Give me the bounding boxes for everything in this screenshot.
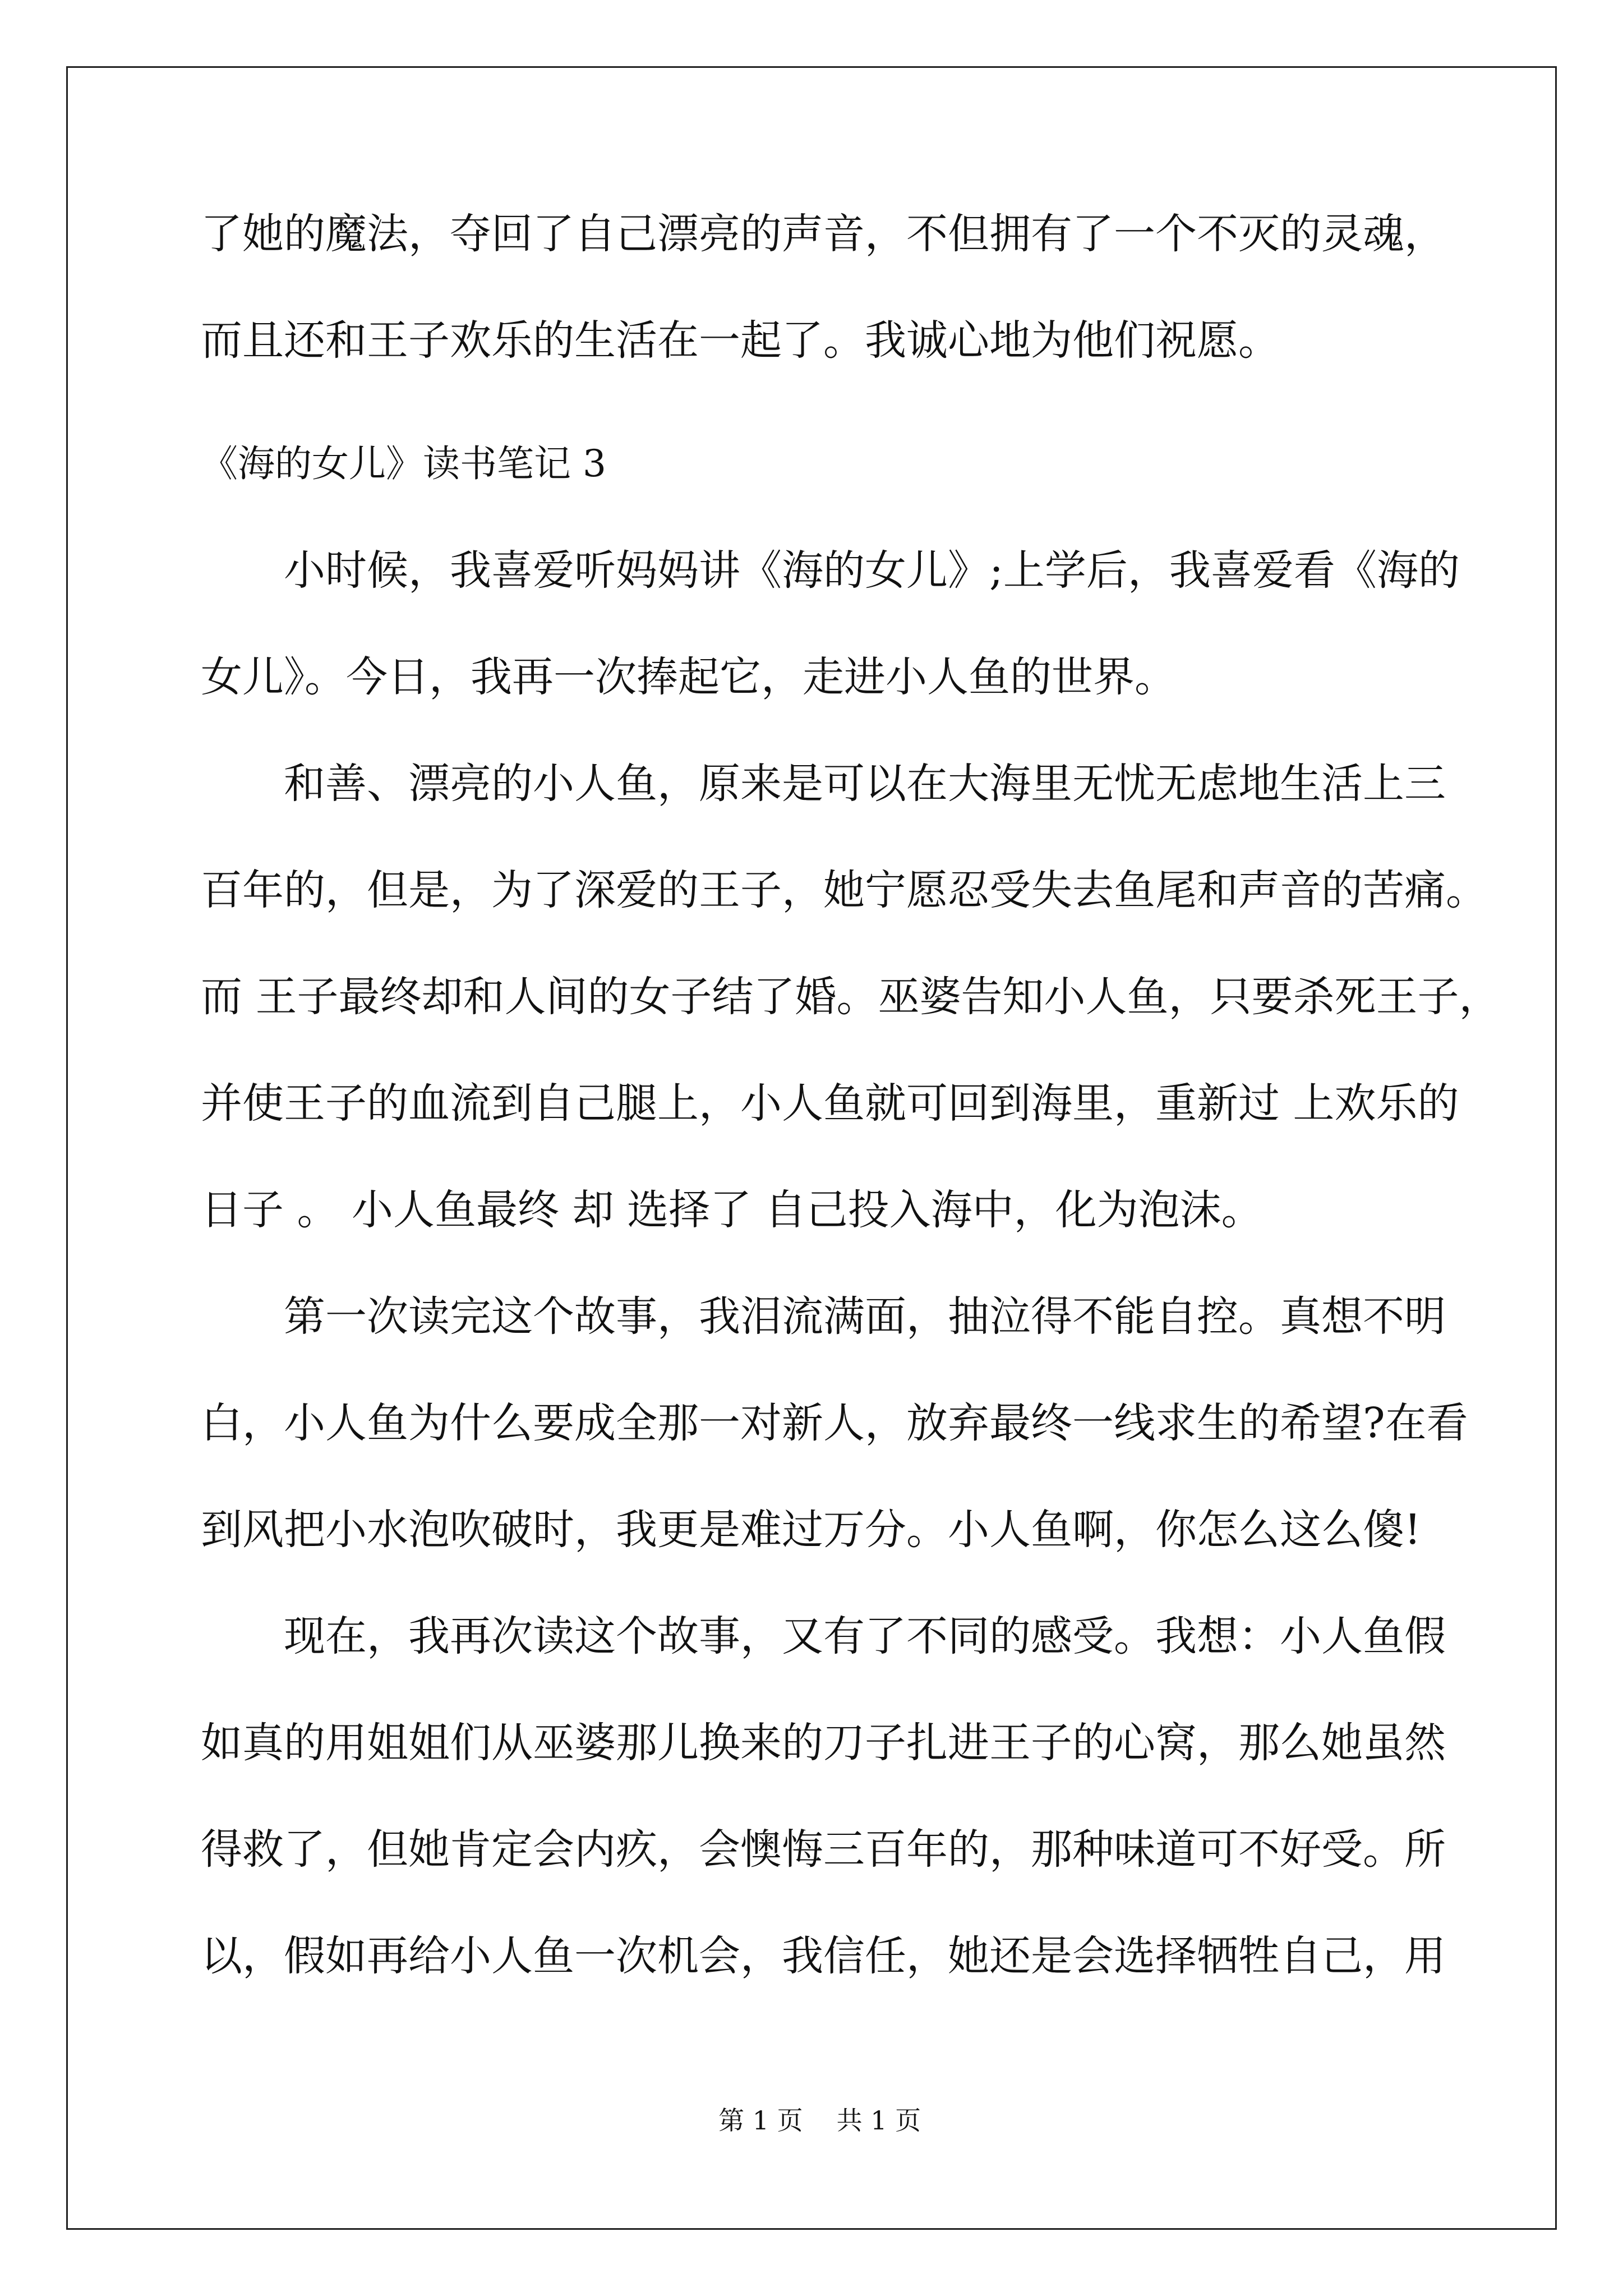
- text-line: 女儿》。今日，我再一次捧起它，走进小人鱼的世界。: [201, 653, 1176, 701]
- text-line: 百年的，但是，为了深爱的王子，她宁愿忍受失去鱼尾和声音的苦痛。: [201, 866, 1487, 914]
- page-number: 第 1 页: [718, 2105, 803, 2136]
- paragraph-first-line: 第一次读完这个故事，我泪流满面，抽泣得不能自控。真想不明: [284, 1292, 1446, 1341]
- text-line: 到风把小水泡吹破时，我更是难过万分。小人鱼啊，你怎么这么傻!: [201, 1506, 1421, 1554]
- text-line: 得救了，但她肯定会内疚，会懊悔三百年的，那种味道可不好受。所: [201, 1825, 1446, 1874]
- paragraph-first-line: 和善、漂亮的小人鱼，原来是可以在大海里无忧无虑地生活上三: [284, 760, 1446, 808]
- page-footer: [0, 2070, 1623, 2137]
- text-line: 而 王子最终却和人间的女子结了婚。巫婆告知小人鱼，只要杀死王子，: [201, 973, 1501, 1021]
- text-line: 了她的魔法，夺回了自己漂亮的声音，不但拥有了一个不灭的灵魂，: [201, 210, 1446, 258]
- text-line: 以，假如再给小人鱼一次机会，我信任，她还是会选择牺牲自己，用: [201, 1932, 1446, 1980]
- text-line: 并使王子的血流到自己腿上，小人鱼就可回到海里，重新过 上欢乐的: [201, 1079, 1459, 1128]
- text-line: 日子 。 小人鱼最终 却 选择了 自己投入海中，化为泡沫。: [201, 1186, 1263, 1234]
- text-line: 如真的用姐姐们从巫婆那儿换来的刀子扎进王子的心窝，那么她虽然: [201, 1719, 1446, 1767]
- paragraph-first-line: 小时候，我喜爱听妈妈讲《海的女儿》;上学后，我喜爱看《海的: [284, 546, 1460, 595]
- paragraph-first-line: 现在，我再次读这个故事，又有了不同的感受。我想：小人鱼假: [284, 1612, 1446, 1660]
- text-line: 而且还和王子欢乐的生活在一起了。我诚心地为他们祝愿。: [201, 316, 1280, 365]
- page-total: 共 1 页: [836, 2105, 921, 2136]
- section-heading: 《海的女儿》读书笔记 3: [201, 442, 606, 485]
- text-line: 白，小人鱼为什么要成全那一对新人，放弃最终一线求生的希望?在看: [201, 1399, 1468, 1447]
- page-border: [66, 66, 1557, 2230]
